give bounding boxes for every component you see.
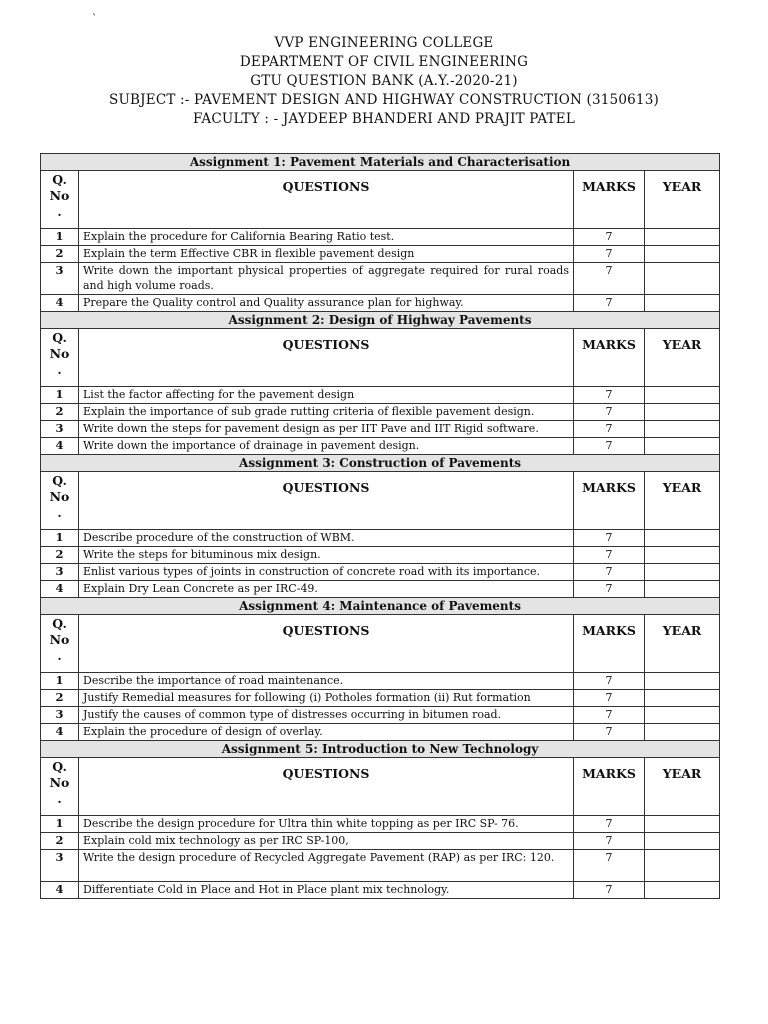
questions-header: QUESTIONS xyxy=(79,329,574,387)
qno-header xyxy=(41,472,79,530)
question-number: 2 xyxy=(41,690,79,707)
question-number: 3 xyxy=(41,564,79,581)
question-marks: 7 xyxy=(574,295,645,312)
question-text: Describe procedure of the construction of WBM. xyxy=(79,530,574,547)
question-marks: 7 xyxy=(574,421,645,438)
department-name: DEPARTMENT OF CIVIL ENGINEERING xyxy=(239,54,529,70)
question-year xyxy=(645,387,720,404)
qno-header-part: . xyxy=(57,648,62,663)
question-text: Describe the importance of road maintenance. xyxy=(79,673,574,690)
question-text: Write down the steps for pavement design as per IIT Pave and IIT Rigid software. xyxy=(79,421,574,438)
question-row xyxy=(41,850,720,882)
question-marks: 7 xyxy=(574,404,645,421)
question-year xyxy=(645,833,720,850)
marks-header: MARKS xyxy=(574,472,645,530)
question-text: Justify the causes of common type of distresses occurring in bitumen road. xyxy=(79,707,574,724)
question-number: 2 xyxy=(41,246,79,263)
question-marks: 7 xyxy=(574,547,645,564)
question-year xyxy=(645,246,720,263)
question-text: List the factor affecting for the pavement design xyxy=(79,387,574,404)
column-header-row xyxy=(41,171,720,229)
year-header: YEAR xyxy=(645,615,720,673)
question-bank-title: GTU QUESTION BANK (A.Y.-2020-21) xyxy=(250,73,518,89)
year-header: YEAR xyxy=(645,758,720,816)
assignment-title-row xyxy=(41,455,720,472)
question-row xyxy=(41,564,720,581)
question-row xyxy=(41,263,720,295)
question-text: Differentiate Cold in Place and Hot in Place plant mix technology. xyxy=(79,882,574,899)
question-text: Explain cold mix technology as per IRC SP-100, xyxy=(79,833,574,850)
question-marks: 7 xyxy=(574,246,645,263)
question-year xyxy=(645,564,720,581)
question-year xyxy=(645,673,720,690)
questions-header: QUESTIONS xyxy=(79,472,574,530)
question-year xyxy=(645,581,720,598)
questions-header: QUESTIONS xyxy=(79,615,574,673)
qno-header-part: No xyxy=(49,188,70,203)
marks-header: MARKS xyxy=(574,171,645,229)
assignment-title: Assignment 1: Pavement Materials and Characterisation xyxy=(41,154,720,171)
question-marks: 7 xyxy=(574,850,645,882)
question-marks: 7 xyxy=(574,833,645,850)
question-year xyxy=(645,263,720,295)
question-number: 3 xyxy=(41,850,79,882)
assignment-title-row xyxy=(41,312,720,329)
question-marks: 7 xyxy=(574,564,645,581)
question-number: 4 xyxy=(41,581,79,598)
qno-header-part: No xyxy=(49,775,70,790)
question-text: Write down the important physical properties of aggregate required for rural roads and high volume roads. xyxy=(79,263,574,295)
stray-mark: ` xyxy=(92,14,97,25)
question-number: 4 xyxy=(41,882,79,899)
faculty-line: FACULTY : - JAYDEEP BHANDERI AND PRAJIT PATEL xyxy=(193,111,575,127)
question-marks: 7 xyxy=(574,530,645,547)
qno-header-part: No xyxy=(49,489,70,504)
question-text: Write the design procedure of Recycled Aggregate Pavement (RAP) as per IRC: 120. xyxy=(79,850,574,882)
question-year xyxy=(645,438,720,455)
qno-header xyxy=(41,329,79,387)
question-year xyxy=(645,295,720,312)
question-text: Explain the procedure of design of overlay. xyxy=(79,724,574,741)
question-row xyxy=(41,246,720,263)
question-year xyxy=(645,404,720,421)
question-year xyxy=(645,707,720,724)
assignment-title-row xyxy=(41,598,720,615)
question-year xyxy=(645,690,720,707)
question-text: Prepare the Quality control and Quality assurance plan for highway. xyxy=(79,295,574,312)
question-number: 1 xyxy=(41,387,79,404)
question-number: 3 xyxy=(41,707,79,724)
question-year xyxy=(645,530,720,547)
question-year xyxy=(645,421,720,438)
question-marks: 7 xyxy=(574,690,645,707)
question-row xyxy=(41,530,720,547)
assignment-title-row xyxy=(41,154,720,171)
question-number: 2 xyxy=(41,547,79,564)
question-year xyxy=(645,724,720,741)
question-year xyxy=(645,850,720,882)
qno-header-part: Q. xyxy=(52,759,67,774)
question-number: 1 xyxy=(41,816,79,833)
question-marks: 7 xyxy=(574,724,645,741)
question-text: Describe the design procedure for Ultra thin white topping as per IRC SP- 76. xyxy=(79,816,574,833)
qno-header-part: Q. xyxy=(52,473,67,488)
question-row xyxy=(41,882,720,899)
qno-header-part: No xyxy=(49,632,70,647)
assignment-title-row xyxy=(41,741,720,758)
question-row xyxy=(41,673,720,690)
question-number: 1 xyxy=(41,530,79,547)
questions-header: QUESTIONS xyxy=(79,758,574,816)
qno-header xyxy=(41,615,79,673)
question-row xyxy=(41,724,720,741)
year-header: YEAR xyxy=(645,329,720,387)
question-text: Explain the importance of sub grade rutting criteria of flexible pavement design. xyxy=(79,404,574,421)
subject-line: SUBJECT :- PAVEMENT DESIGN AND HIGHWAY CONSTRUCTION (3150613) xyxy=(109,92,659,108)
document-header xyxy=(0,34,768,129)
column-header-row xyxy=(41,615,720,673)
question-row xyxy=(41,404,720,421)
question-number: 1 xyxy=(41,673,79,690)
question-number: 3 xyxy=(41,421,79,438)
question-row xyxy=(41,229,720,246)
assignment-title: Assignment 5: Introduction to New Technology xyxy=(41,741,720,758)
assignment-title: Assignment 2: Design of Highway Pavements xyxy=(41,312,720,329)
assignment-title: Assignment 3: Construction of Pavements xyxy=(41,455,720,472)
year-header: YEAR xyxy=(645,472,720,530)
question-marks: 7 xyxy=(574,882,645,899)
question-number: 4 xyxy=(41,724,79,741)
qno-header-part: No xyxy=(49,346,70,361)
column-header-row xyxy=(41,758,720,816)
question-marks: 7 xyxy=(574,438,645,455)
question-year xyxy=(645,882,720,899)
question-text: Enlist various types of joints in construction of concrete road with its importance. xyxy=(79,564,574,581)
question-bank-table xyxy=(40,153,720,899)
qno-header-part: . xyxy=(57,362,62,377)
qno-header-part: Q. xyxy=(52,330,67,345)
question-year xyxy=(645,547,720,564)
question-number: 4 xyxy=(41,438,79,455)
question-text: Justify Remedial measures for following (i) Potholes formation (ii) Rut formation xyxy=(79,690,574,707)
marks-header: MARKS xyxy=(574,329,645,387)
question-text: Write the steps for bituminous mix design. xyxy=(79,547,574,564)
marks-header: MARKS xyxy=(574,758,645,816)
qno-header-part: . xyxy=(57,791,62,806)
qno-header-part: Q. xyxy=(52,172,67,187)
qno-header xyxy=(41,171,79,229)
question-row xyxy=(41,816,720,833)
qno-header-part: . xyxy=(57,204,62,219)
question-marks: 7 xyxy=(574,816,645,833)
question-year xyxy=(645,229,720,246)
question-number: 2 xyxy=(41,833,79,850)
question-marks: 7 xyxy=(574,673,645,690)
qno-header-part: Q. xyxy=(52,616,67,631)
college-name: VVP ENGINEERING COLLEGE xyxy=(274,35,494,51)
question-text: Explain Dry Lean Concrete as per IRC-49. xyxy=(79,581,574,598)
question-text: Write down the importance of drainage in pavement design. xyxy=(79,438,574,455)
question-marks: 7 xyxy=(574,229,645,246)
question-number: 1 xyxy=(41,229,79,246)
question-row xyxy=(41,387,720,404)
question-row xyxy=(41,438,720,455)
question-number: 4 xyxy=(41,295,79,312)
qno-header-part: . xyxy=(57,505,62,520)
question-row xyxy=(41,833,720,850)
question-marks: 7 xyxy=(574,707,645,724)
question-text: Explain the procedure for California Bearing Ratio test. xyxy=(79,229,574,246)
question-row xyxy=(41,547,720,564)
question-marks: 7 xyxy=(574,387,645,404)
year-header: YEAR xyxy=(645,171,720,229)
questions-header: QUESTIONS xyxy=(79,171,574,229)
question-row xyxy=(41,421,720,438)
question-row xyxy=(41,690,720,707)
question-row xyxy=(41,295,720,312)
assignment-title: Assignment 4: Maintenance of Pavements xyxy=(41,598,720,615)
question-text: Explain the term Effective CBR in flexible pavement design xyxy=(79,246,574,263)
question-marks: 7 xyxy=(574,263,645,295)
question-row xyxy=(41,707,720,724)
question-row xyxy=(41,581,720,598)
marks-header: MARKS xyxy=(574,615,645,673)
question-marks: 7 xyxy=(574,581,645,598)
column-header-row xyxy=(41,472,720,530)
question-number: 2 xyxy=(41,404,79,421)
qno-header xyxy=(41,758,79,816)
question-number: 3 xyxy=(41,263,79,295)
question-year xyxy=(645,816,720,833)
column-header-row xyxy=(41,329,720,387)
